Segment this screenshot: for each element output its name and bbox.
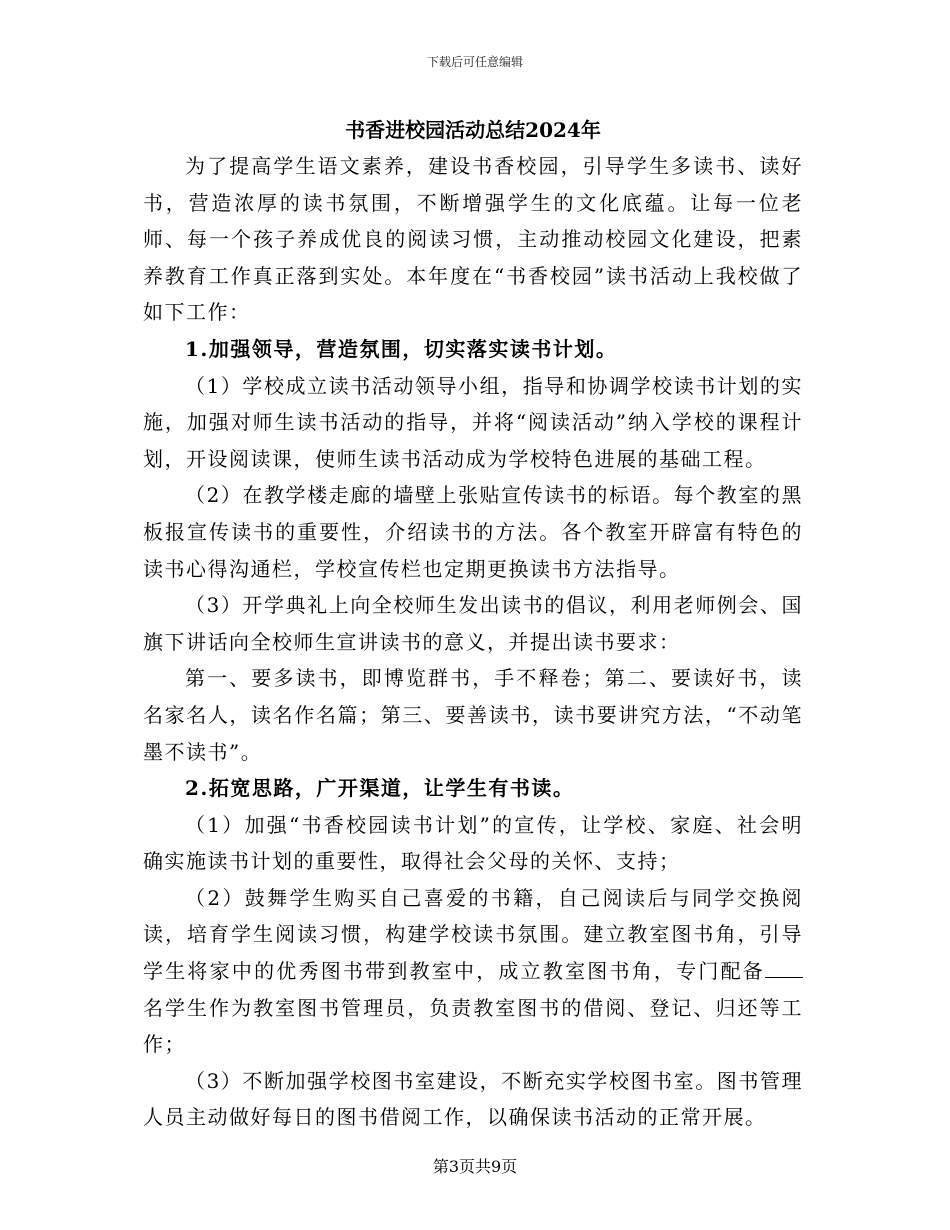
section-1-paragraph-3: （3）开学典礼上向全校师生发出读书的倡议，利用老师例会、国旗下讲话向全校师生宣讲读书的意义，并提出读书要求：	[143, 593, 803, 654]
page-header-note: 下载后可任意编辑	[426, 55, 523, 69]
intro-paragraph: 为了提高学生语文素养，建设书香校园，引导学生多读书、读好书，营造浓厚的读书氛围，不断增强学生的文化底蕴。让每一位老师、每一个孩子养成优良的阅读习惯，主动推动校园文化建设，把素养教育工作真正落到实处。本年度在“书香校园”读书活动上我校做了如下工作：	[143, 154, 803, 325]
section-2-paragraph-2	[143, 880, 803, 1063]
section-2-paragraph-2-part-1: （2）鼓舞学生购买自己喜爱的书籍，自己阅读后与同学交换阅读，培育学生阅读习惯，构建学校读书氛围。建立教室图书角，引导学生将家中的优秀图书带到教室中，成立教室图书角，专门配备	[143, 885, 803, 984]
section-2-heading: 2.拓宽思路，广开渠道，让学生有书读。	[185, 776, 575, 801]
page-number: 第3页共9页	[432, 1157, 518, 1176]
section-2-paragraph-3: （3）不断加强学校图书室建设，不断充实学校图书室。图书管理人员主动做好每日的图书借阅工作，以确保读书活动的正常开展。	[143, 1068, 803, 1130]
section-1-paragraph-4: 第一、要多读书，即博览群书，手不释卷；第二、要读好书，读名家名人，读名作名篇；第三、要善读书，读书要讲究方法，“不动笔墨不读书”。	[143, 666, 803, 764]
section-1-paragraph-2: （2）在教学楼走廊的墙壁上张贴宣传读书的标语。每个教室的黑板报宣传读书的重要性，介绍读书的方法。各个教室开辟富有特色的读书心得沟通栏，学校宣传栏也定期更换读书方法指导。	[143, 483, 803, 581]
section-1-paragraph-1: （1）学校成立读书活动领导小组，指导和协调学校读书计划的实施，加强对师生读书活动的指导，并将“阅读活动”纳入学校的课程计划，开设阅读课，使师生读书活动成为学校特色进展的基础工程。	[143, 373, 803, 471]
section-1-heading: 1.加强领导，营造氛围，切实落实读书计划。	[185, 336, 618, 361]
document-title: 书香进校园活动总结2024年	[345, 118, 601, 142]
fill-in-blank	[765, 959, 803, 978]
section-2-paragraph-2-part-2: 名学生作为教室图书管理员，负责教室图书的借阅、登记、归还等工作；	[143, 995, 803, 1057]
document-body	[143, 112, 803, 1136]
section-2-paragraph-1: （1）加强“书香校园读书计划”的宣传，让学校、家庭、社会明确实施读书计划的重要性，取得社会父母的关怀、支持；	[143, 812, 803, 874]
